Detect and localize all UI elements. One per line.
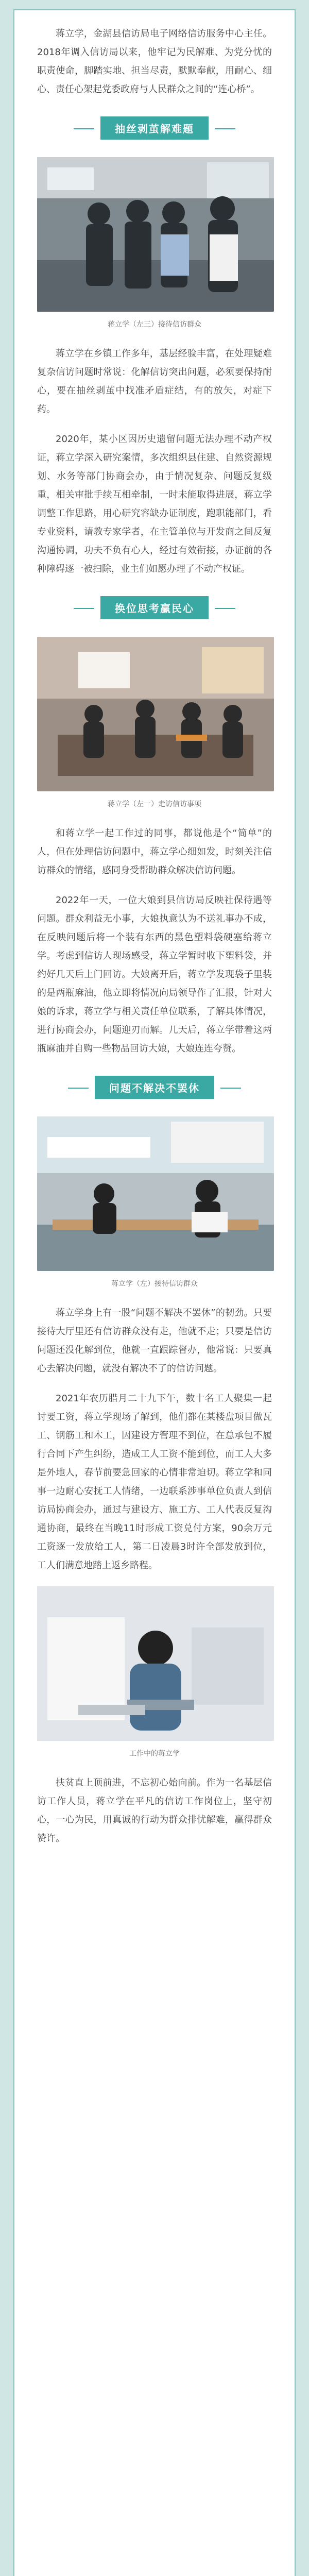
bottom-spacer (37, 1859, 272, 1866)
section-2-caption: 蒋立学（左一）走访信访事项 (108, 800, 201, 808)
closing-paragraph: 扶贫直上顶前进，不忘初心始向前。作为一名基层信访工作人员，蒋立学在平凡的信访工作岗位上，坚守初心，一心为民，用真诚的行动为群众排忧解难，赢得群众赞许。 (37, 1777, 272, 1844)
portrait-photo (37, 1586, 274, 1741)
section-3-title: 问题不解决不罢休 (95, 1076, 214, 1099)
intro-paragraph: 蒋立学，金湖县信访局电子网络信访服务中心主任。2018年调入信访局以来，他牢记为民解难、为党分忧的职责使命，脚踏实地、担当尽责，默默奉献，用耐心、细心、责任心架起党委政府与人民群众之间的“连心桥”。 (37, 28, 272, 95)
working-portrait-image (37, 1586, 274, 1741)
section-1-header (37, 116, 272, 140)
section-3-paragraph-2: 2021年农历腊月二十九下午，数十名工人聚集一起讨要工资，蒋立学现场了解到，他们都在某楼盘项目做瓦工、钢筋工和木工，因建设方管理不到位，在总承包不履行合同下产生纠纷，造成工人工资不能到位，而工人大多是外地人，春节前要急回家的心情非常迫切。蒋立学和同事一边耐心安抚工人情绪，一边联系涉事单位负责人到信访局协商会办，通过与建设方、施工方、工人代表反复沟通协商，最终在当晚11时形成工资兑付方案，90余万元工资逐一发放给工人，第二日凌晨3时许全部发放到位，工人们满意地踏上返乡路程。 (37, 1393, 272, 1571)
section-3-photo (37, 1116, 274, 1271)
article-frame (13, 9, 296, 2576)
section-2-paragraph-2: 2022年一天，一位大娘到县信访局反映社保待遇等问题。群众利益无小事，大娘执意认为不送礼事办不成，在反映问题后将一个装有东西的黑色塑料袋硬塞给蒋立学。考虑到信访人现场感受，蒋立学暂时收下塑料袋，并约好几天后上门回访。大娘离开后，蒋立学发现袋子里装的是两瓶麻油，他立即将情况向局领导作了汇报，针对大娘的诉求，蒋立学与相关责任单位联系，了解具体情况，进行协商会办，问题迎刃而解。几天后，蒋立学带着这两瓶麻油并自购一些物品回访大娘，大娘连连夸赞。 (37, 895, 272, 1054)
section-3-paragraph-1: 蒋立学身上有一股“问题不解决不罢休”的韧劲。只要接待大厅里还有信访群众没有走，他就不走；只要是信访问题还没化解到位，他就一直跟踪督办，他常说：只要真心去解决问题，就没有解决不了的信访问题。 (37, 1308, 272, 1374)
home-visit-image (37, 637, 274, 791)
section-1-paragraph-2: 2020年，某小区因历史遗留问题无法办理不动产权证，蒋立学深入研究案情，多次组织县住建、自然资源规划、水务等部门协商会办，由于情况复杂、问题反复级重，相关审批手续互相牵制，一时未能取得进展，蒋立学调整工作思路，用心研究容缺办证制度，跑职能部门，看专业资料，请教专家学者，在主管单位与开发商之间反复沟通协调，功夫不负有心人，经过有效衔接，办证前的各种障碍逐一被扫除，业主们如愿办理了不动产权证。 (37, 434, 272, 574)
section-2-title: 换位思考赢民心 (100, 596, 209, 619)
section-1-title: 抽丝剥茧解难题 (100, 116, 209, 140)
section-2-header (37, 596, 272, 619)
section-2-paragraph-1: 和蒋立学一起工作过的同事，都说他是个“简单”的人，但在处理信访问题中，蒋立学心细如发，时刻关注信访群众的情绪，感同身受帮助群众解决信访问题。 (37, 828, 272, 876)
section-1-paragraph-1: 蒋立学在乡镇工作多年，基层经验丰富，在处理疑难复杂信访问题时常说：化解信访突出问题，必须要保持耐心，要在抽丝剥茧中找准矛盾症结，有的放矢，对症下药。 (37, 348, 272, 415)
article-body (14, 10, 295, 1866)
reception-desk-image (37, 1116, 274, 1271)
portrait-caption: 工作中的蒋立学 (129, 1750, 180, 1758)
section-3-caption: 蒋立学（左）接待信访群众 (111, 1280, 198, 1288)
section-1-caption: 蒋立学（左三）接待信访群众 (108, 320, 201, 329)
office-meeting-image (37, 157, 274, 312)
section-2-photo (37, 637, 274, 791)
section-1-photo (37, 157, 274, 312)
section-3-header (37, 1076, 272, 1099)
